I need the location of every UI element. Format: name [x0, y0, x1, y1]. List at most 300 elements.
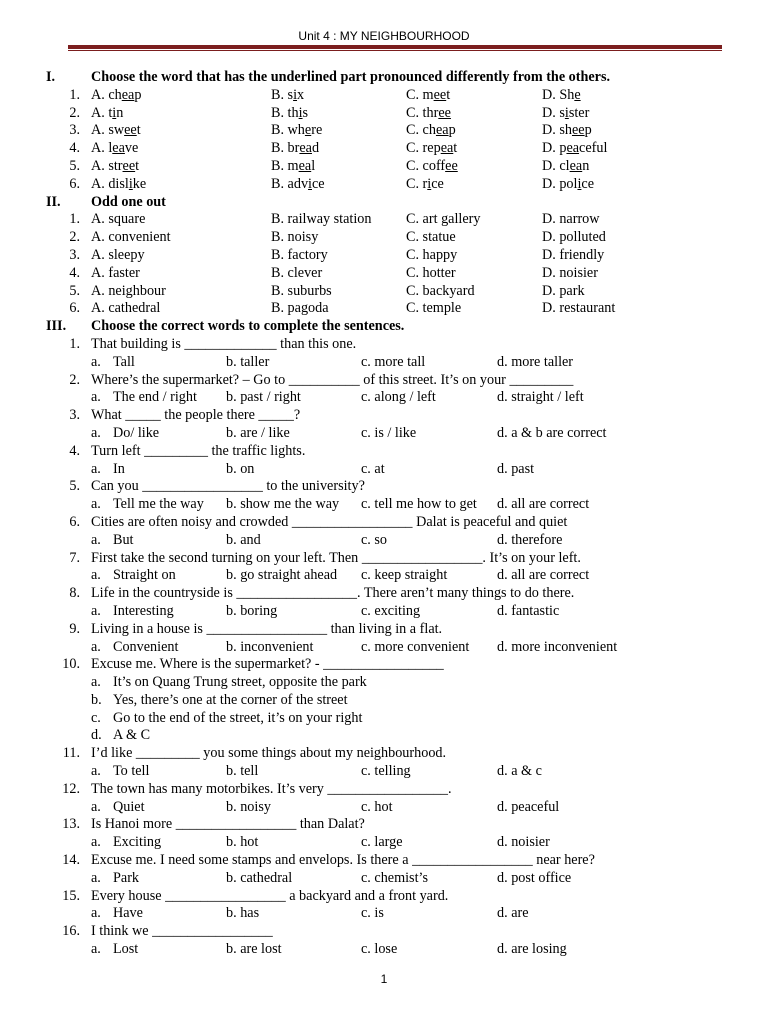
answer-option: c. hot	[361, 798, 393, 815]
underlined-sound: ee	[571, 122, 585, 139]
underlined-sound: ee	[122, 157, 136, 174]
answer-option: c. large	[361, 834, 403, 851]
option-text-before: D. pol	[542, 175, 578, 192]
sentence-question	[0, 443, 768, 461]
answer-option: Quiet	[113, 798, 145, 815]
answer-option: c. keep straight	[361, 567, 448, 584]
answer-option: b. past / right	[226, 389, 301, 406]
underlined-sound: i	[298, 104, 303, 121]
question-text: Excuse me. Where is the supermarket? - _________________	[91, 656, 444, 673]
answer-option: d. therefore	[497, 531, 563, 548]
option-text-before: A. str	[91, 157, 123, 174]
header-rule-thin	[68, 50, 722, 51]
option-text-after: ceful	[579, 140, 608, 157]
underlined-sound: i	[564, 104, 569, 121]
answer-option: b. are / like	[226, 424, 290, 441]
answer-option: B. suburbs	[271, 282, 332, 299]
page-number: 1	[380, 972, 388, 986]
answer-option: b. inconvenient	[226, 638, 314, 655]
option-letter: a.	[91, 353, 101, 370]
underlined-sound: i	[308, 175, 312, 192]
question-number: 2.	[69, 104, 80, 121]
answer-option	[542, 158, 589, 176]
question-text: Turn left _________ the traffic lights.	[91, 442, 306, 459]
answer-option: C. backyard	[406, 282, 475, 299]
option-text-after: p	[134, 86, 142, 103]
underlined-sound: ee	[124, 122, 137, 139]
answer-option: Convenient	[113, 638, 179, 655]
option-letter: a.	[91, 602, 101, 619]
sentence-question	[0, 336, 768, 354]
answer-option: C. art gallery	[406, 211, 481, 228]
question-text: First take the second turning on your left. Then _________________. It’s on your left.	[91, 549, 581, 566]
sentence-question	[0, 656, 768, 674]
sentence-question	[0, 621, 768, 639]
option-text-after: t	[135, 157, 140, 174]
answer-option	[271, 158, 315, 176]
answer-option: b. cathedral	[226, 869, 293, 886]
option-letter: a.	[91, 424, 101, 441]
option-text-after: re	[311, 122, 323, 139]
answer-option: The end / right	[113, 389, 197, 406]
question-number: 12.	[62, 780, 80, 797]
sentence-question	[0, 888, 768, 906]
option-letter: a.	[91, 798, 101, 815]
question-text: The town has many motorbikes. It’s very _________________.	[91, 780, 452, 797]
answer-option	[271, 176, 325, 194]
question-number: 4.	[69, 140, 80, 157]
pronunciation-question	[0, 140, 768, 158]
option-text-before: A. t	[91, 104, 113, 121]
option-letter: a.	[91, 834, 101, 851]
answer-option-row	[0, 674, 768, 692]
section-heading-row	[0, 194, 768, 212]
question-number: 1.	[69, 211, 80, 228]
question-text: I think we _________________	[91, 923, 273, 940]
option-letter: d.	[91, 727, 102, 744]
answer-option: d. post office	[497, 869, 572, 886]
answer-option: b. and	[226, 531, 261, 548]
option-text-after: ce	[431, 175, 444, 192]
answer-option: b. boring	[226, 602, 278, 619]
sentence-question	[0, 745, 768, 763]
underlined-sound: ee	[433, 86, 447, 103]
answer-option	[91, 158, 139, 176]
option-letter: a.	[91, 531, 101, 548]
answer-option: In	[113, 460, 125, 477]
sentence-question	[0, 407, 768, 425]
answer-option	[271, 105, 308, 123]
option-text-before: B. adv	[271, 175, 309, 192]
answer-option: c. along / left	[361, 389, 436, 406]
pronunciation-question	[0, 105, 768, 123]
option-text-after: n	[582, 157, 590, 174]
question-text: What _____ the people there _____?	[91, 407, 301, 424]
question-number: 6.	[69, 300, 80, 317]
answer-option: A. cathedral	[91, 300, 161, 317]
answer-options-row	[0, 870, 768, 888]
sentence-question	[0, 550, 768, 568]
option-text-before: A. ch	[91, 86, 122, 103]
underlined-sound: i	[128, 175, 133, 192]
question-text: Can you _________________ to the university?	[91, 478, 365, 495]
section-numeral: III.	[46, 318, 67, 335]
underlined-sound: ea	[566, 140, 580, 157]
odd-one-out-question	[0, 283, 768, 301]
answer-option: C. temple	[406, 300, 462, 317]
answer-option: b. on	[226, 460, 255, 477]
answer-option: D. narrow	[542, 211, 600, 228]
answer-options-row	[0, 425, 768, 443]
question-text: Cities are often noisy and crowded _________________ Dalat is peaceful and quiet	[91, 513, 568, 530]
underlined-sound: i	[577, 175, 582, 192]
option-letter: a.	[91, 941, 101, 958]
answer-option: b. show me the way	[226, 496, 340, 513]
pronunciation-question	[0, 87, 768, 105]
option-text-after: t	[446, 86, 451, 103]
answer-option	[271, 122, 322, 140]
section-heading: Choose the correct words to complete the sentences.	[91, 318, 405, 335]
answer-option: A. convenient	[91, 229, 171, 246]
answer-option	[406, 122, 456, 140]
page-header-title: Unit 4 : MY NEIGHBOURHOOD	[298, 29, 470, 43]
option-text-before: A. sw	[91, 122, 125, 139]
underlined-sound: ea	[298, 157, 312, 174]
option-text-before: C. thr	[406, 104, 439, 121]
pronunciation-question	[0, 158, 768, 176]
answer-option-row	[0, 727, 768, 745]
answer-option: b. noisy	[226, 798, 271, 815]
answer-options-row	[0, 941, 768, 959]
question-number: 10.	[62, 656, 80, 673]
answer-option: d. a & c	[497, 763, 542, 780]
answer-option: D. polluted	[542, 229, 606, 246]
option-text-before: B. br	[271, 140, 300, 157]
question-number: 16.	[62, 923, 80, 940]
answer-option: B. noisy	[271, 229, 319, 246]
question-number: 3.	[69, 246, 80, 263]
odd-one-out-question	[0, 247, 768, 265]
answer-option	[406, 158, 458, 176]
answer-option: A. square	[91, 211, 146, 228]
underlined-sound: i	[427, 175, 432, 192]
answer-option: c. is	[361, 905, 384, 922]
sentence-question	[0, 852, 768, 870]
pronunciation-question	[0, 176, 768, 194]
question-number: 14.	[62, 852, 80, 869]
answer-options-row	[0, 639, 768, 657]
odd-one-out-question	[0, 211, 768, 229]
answer-option: But	[113, 531, 134, 548]
answer-option: d. are losing	[497, 941, 567, 958]
answer-options-row	[0, 354, 768, 372]
option-text-before: C. rep	[406, 140, 441, 157]
question-number: 2.	[69, 371, 80, 388]
answer-option	[91, 87, 141, 105]
answer-option	[91, 122, 141, 140]
answer-option: d. a & b are correct	[497, 424, 607, 441]
answer-option: D. park	[542, 282, 585, 299]
option-text-before: D. sh	[542, 122, 572, 139]
option-text-before: D. cl	[542, 157, 570, 174]
answer-option: D. restaurant	[542, 300, 616, 317]
underlined-sound: ea	[112, 140, 125, 157]
underlined-sound: ea	[435, 122, 449, 139]
option-letter: a.	[91, 905, 101, 922]
question-text: Living in a house is _________________ than living in a flat.	[91, 620, 443, 637]
answer-option: c. is / like	[361, 424, 417, 441]
option-text-before: C. m	[406, 86, 434, 103]
answer-option: D. noisier	[542, 264, 598, 281]
question-text: Is Hanoi more _________________ than Dalat?	[91, 816, 365, 833]
option-letter: b.	[91, 691, 102, 708]
option-letter: a.	[91, 869, 101, 886]
question-number: 5.	[69, 282, 80, 299]
option-text-before: D. Sh	[542, 86, 575, 103]
answer-option	[91, 176, 146, 194]
option-text-before: B. wh	[271, 122, 305, 139]
option-text-after: d	[311, 140, 320, 157]
answer-option: d. straight / left	[497, 389, 584, 406]
answer-option	[406, 140, 457, 158]
answer-option: Tell me the way	[113, 496, 204, 513]
option-text-after: s	[302, 104, 309, 121]
answer-option	[271, 87, 304, 105]
answer-option: Do/ like	[113, 424, 160, 441]
option-text-before: A. l	[91, 140, 113, 157]
answer-option	[406, 176, 444, 194]
option-text-before: C. coff	[406, 157, 446, 174]
underlined-sound: ee	[438, 104, 451, 121]
option-letter: a.	[91, 763, 101, 780]
underlined-sound: i	[293, 86, 298, 103]
question-number: 6.	[69, 175, 80, 192]
answer-options-row	[0, 567, 768, 585]
answer-option: c. tell me how to get	[361, 496, 477, 513]
question-number: 3.	[69, 407, 80, 424]
option-text-after: ke	[132, 175, 147, 192]
answer-option: It’s on Quang Trung street, opposite the park	[113, 674, 367, 691]
option-text-after: n	[116, 104, 124, 121]
answer-option: Park	[113, 869, 140, 886]
answer-option: A. neighbour	[91, 282, 166, 299]
answer-options-row	[0, 496, 768, 514]
answer-option: Interesting	[113, 602, 174, 619]
underlined-sound: ea	[440, 140, 454, 157]
question-number: 5.	[69, 157, 80, 174]
sentence-question	[0, 923, 768, 941]
answer-option: c. so	[361, 531, 388, 548]
answer-option: d. all are correct	[497, 496, 590, 513]
option-text-after: t	[136, 122, 141, 139]
question-number: 4.	[69, 442, 80, 459]
answer-option: d. noisier	[497, 834, 550, 851]
answer-option: b. go straight ahead	[226, 567, 338, 584]
answer-option: b. tell	[226, 763, 259, 780]
sentence-question	[0, 781, 768, 799]
section-numeral: I.	[46, 69, 56, 85]
option-text-after: ce	[312, 175, 325, 192]
sentence-question	[0, 816, 768, 834]
answer-option	[91, 105, 123, 123]
answer-option: Exciting	[113, 834, 162, 851]
answer-option: d. are	[497, 905, 529, 922]
answer-option: c. lose	[361, 941, 398, 958]
question-number: 1.	[69, 86, 80, 103]
answer-option: B. factory	[271, 246, 328, 263]
answer-option	[406, 105, 451, 123]
answer-option	[542, 87, 581, 105]
question-number: 15.	[62, 887, 80, 904]
question-text: Excuse me. I need some stamps and envelops. Is there a _________________ near here?	[91, 852, 595, 869]
answer-options-row	[0, 799, 768, 817]
answer-option: c. at	[361, 460, 385, 477]
odd-one-out-question	[0, 265, 768, 283]
answer-option: c. more convenient	[361, 638, 470, 655]
option-text-before: A. disl	[91, 175, 129, 192]
answer-options-row	[0, 905, 768, 923]
underlined-sound: e	[574, 86, 581, 103]
answer-option: b. taller	[226, 353, 270, 370]
sentence-question	[0, 585, 768, 603]
answer-option: B. pagoda	[271, 300, 329, 317]
answer-options-row	[0, 763, 768, 781]
answer-option: D. friendly	[542, 246, 605, 263]
option-letter: c.	[91, 709, 101, 726]
answer-options-row	[0, 603, 768, 621]
underlined-sound: ee	[445, 157, 458, 174]
answer-option	[542, 105, 589, 123]
answer-option: C. statue	[406, 229, 456, 246]
option-letter: a.	[91, 567, 101, 584]
odd-one-out-question	[0, 300, 768, 318]
answer-option: A & C	[113, 727, 151, 744]
option-letter: a.	[91, 638, 101, 655]
option-text-before: D. s	[542, 104, 565, 121]
option-text-after: ce	[581, 175, 595, 192]
underlined-sound: ea	[299, 140, 312, 157]
option-text-after: p	[584, 122, 592, 139]
question-text: That building is _____________ than this one.	[91, 335, 357, 352]
answer-option: A. sleepy	[91, 246, 145, 263]
question-text: Where’s the supermarket? – Go to __________ of this street. It’s on your _________	[91, 371, 574, 388]
answer-option: d. past	[497, 460, 535, 477]
option-letter: a.	[91, 674, 101, 691]
answer-option: Yes, there’s one at the corner of the street	[113, 691, 348, 708]
answer-option	[542, 122, 592, 140]
sentence-question	[0, 372, 768, 390]
answer-option: c. telling	[361, 763, 411, 780]
answer-options-row	[0, 834, 768, 852]
answer-option: To tell	[113, 763, 150, 780]
answer-option	[406, 87, 450, 105]
odd-one-out-question	[0, 229, 768, 247]
answer-option: b. has	[226, 905, 260, 922]
answer-option: c. exciting	[361, 602, 421, 619]
sentence-question	[0, 514, 768, 532]
section-heading-row	[0, 318, 768, 336]
question-number: 3.	[69, 122, 80, 139]
question-text: Every house _________________ a backyard and a front yard.	[91, 887, 449, 904]
option-letter: a.	[91, 496, 101, 513]
worksheet-body	[0, 69, 768, 959]
answer-option: d. fantastic	[497, 602, 560, 619]
question-number: 9.	[69, 620, 80, 637]
section-heading-row	[0, 69, 768, 87]
answer-option: d. peaceful	[497, 798, 560, 815]
answer-option	[542, 140, 607, 158]
answer-option: Straight on	[113, 567, 176, 584]
question-number: 4.	[69, 264, 80, 281]
answer-option: c. chemist’s	[361, 869, 428, 886]
answer-option: d. more taller	[497, 353, 574, 370]
answer-option-row	[0, 710, 768, 728]
option-text-before: B. m	[271, 157, 299, 174]
underlined-sound: e	[304, 122, 312, 139]
option-text-after: p	[448, 122, 456, 139]
option-text-before: D. p	[542, 140, 567, 157]
option-letter: a.	[91, 389, 101, 406]
answer-option: b. hot	[226, 834, 259, 851]
answer-option: B. clever	[271, 264, 323, 281]
underlined-sound: i	[112, 104, 117, 121]
option-text-before: B. th	[271, 104, 299, 121]
option-text-before: B. s	[271, 86, 294, 103]
question-number: 5.	[69, 478, 80, 495]
answer-option: Have	[113, 905, 143, 922]
answer-option	[542, 176, 594, 194]
section-numeral: II.	[46, 193, 61, 210]
answer-options-row	[0, 461, 768, 479]
question-text: I’d like _________ you some things about my neighbourhood.	[91, 745, 447, 762]
underlined-sound: ea	[569, 157, 583, 174]
option-text-after: t	[453, 140, 458, 157]
option-text-after: l	[311, 157, 316, 174]
answer-option: Tall	[113, 353, 135, 370]
answer-option	[271, 140, 319, 158]
question-number: 6.	[69, 513, 80, 530]
option-letter: a.	[91, 460, 101, 477]
answer-option: Go to the end of the street, it’s on your right	[113, 709, 363, 726]
answer-options-row	[0, 389, 768, 407]
answer-option: Lost	[113, 941, 139, 958]
answer-option: d. more inconvenient	[497, 638, 618, 655]
sentence-question	[0, 478, 768, 496]
option-text-after: x	[297, 86, 305, 103]
question-number: 8.	[69, 585, 80, 602]
header-rule-thick	[68, 45, 722, 49]
answer-option: C. hotter	[406, 264, 456, 281]
question-text: Life in the countryside is _________________. There aren’t many things to do there.	[91, 585, 575, 602]
section-heading: Odd one out	[91, 193, 166, 210]
underlined-sound: ea	[121, 86, 135, 103]
question-number: 2.	[69, 229, 80, 246]
answer-option: C. happy	[406, 246, 458, 263]
pronunciation-question	[0, 122, 768, 140]
option-text-before: C. ch	[406, 122, 436, 139]
question-number: 13.	[62, 816, 80, 833]
answer-option-row	[0, 692, 768, 710]
section-heading: Choose the word that has the underlined part pronounced differently from the others.	[91, 69, 611, 85]
question-number: 1.	[69, 335, 80, 352]
answer-option: c. more tall	[361, 353, 426, 370]
answer-options-row	[0, 532, 768, 550]
question-number: 7.	[69, 549, 80, 566]
question-number: 11.	[62, 745, 80, 762]
answer-option	[91, 140, 138, 158]
option-text-after: ster	[568, 104, 590, 121]
answer-option: d. all are correct	[497, 567, 590, 584]
